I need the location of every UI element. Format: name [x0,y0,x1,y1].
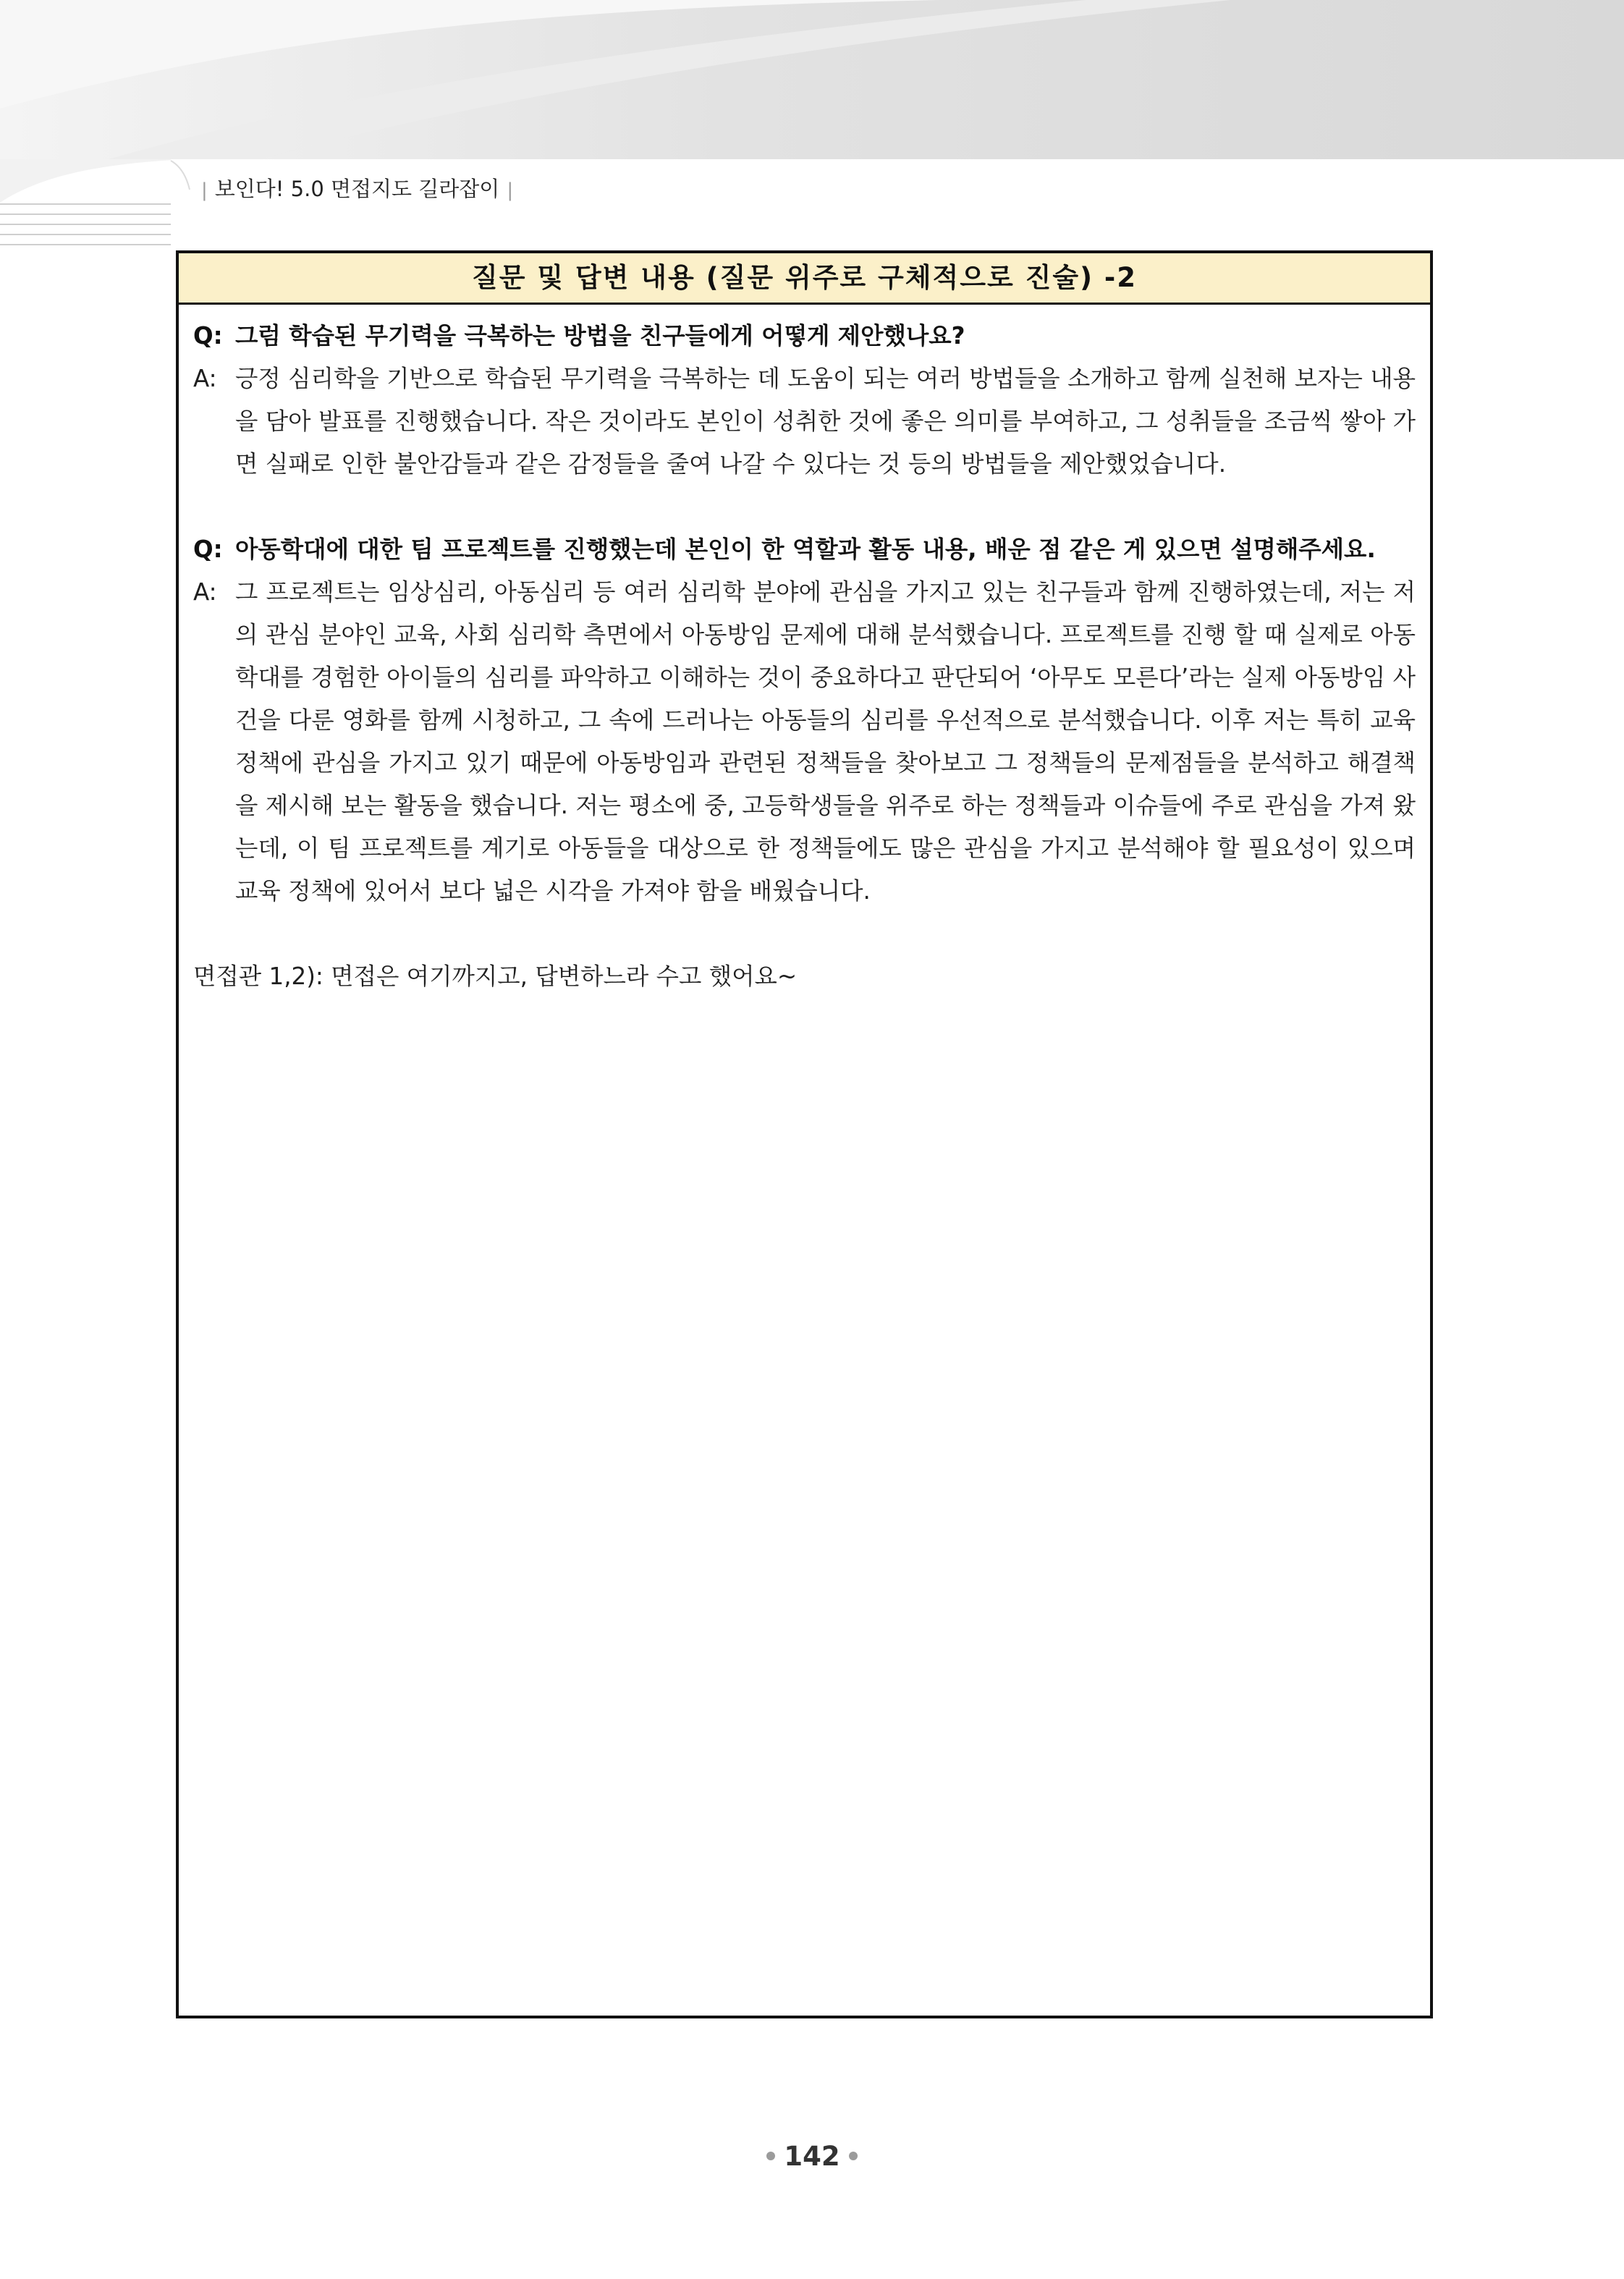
question-tag: Q: [193,536,223,563]
question-tag: Q: [193,322,223,350]
qa-box [176,250,1433,2018]
spacer [193,913,1416,955]
answer-text: 그 프로젝트는 임상심리, 아동심리 등 여러 심리학 분야에 관심을 가지고 있는 친구들과 함께 진행하였는데, 저는 저의 관심 분야인 교육, 사회 심리학 측면에서 아동방임 문제에 대해 분석했습니다. 프로젝트를 진행 할 때 실제로 아동학대를 경험한 아이들의 심리를 파악하고 이해하는 것이 중요하다고 판단되어 ‘아무도 모른다’라는 실제 아동방임 사건을 다룬 영화를 함께 시청하고, 그 속에 드러나는 아동들의 심리를 우선적으로 분석했습니다. 이후 저는 특히 교육 정책에 관심을 가지고 있기 때문에 아동방임과 관련된 정책들을 찾아보고 그 정책들의 문제점들을 분석하고 해결책을 제시해 보는 활동을 했습니다. 저는 평소에 중, 고등학생들을 위주로 하는 정책들과 이슈들에 주로 관심을 가져 왔는데, 이 팀 프로젝트를 계기로 아동들을 대상으로 한 정책들에도 많은 관심을 가지고 분석해야 할 필요성이 있으며 교육 정책에 있어서 보다 넓은 시각을 가져야 함을 배웠습니다. [235,578,1416,905]
closing-remark: 면접관 1,2): 면접은 여기까지고, 답변하느라 수고 했어요~ [193,963,798,990]
title-divider-left: | [201,179,208,201]
page-number-text: 142 [784,2141,840,2172]
question-text: 아동학대에 대한 팀 프로젝트를 진행했는데 본인이 한 역할과 활동 내용, 배운 점 같은 게 있으면 설명해주세요. [235,536,1376,563]
answer-1 [193,358,1416,486]
box-title: 질문 및 답변 내용 (질문 위주로 구체적으로 진술) -2 [179,253,1430,305]
page-dot-left [766,2152,775,2160]
answer-tag: A: [193,578,217,606]
question-1 [193,315,1416,358]
running-title [194,171,520,207]
answer-text: 긍정 심리학을 기반으로 학습된 무기력을 극복하는 데 도움이 되는 여러 방법들을 소개하고 함께 실천해 보자는 내용을 담아 발표를 진행했습니다. 작은 것이라도 본인이 성취한 것에 좋은 의미를 부여하고, 그 성취들을 조금씩 쌓아 가면 실패로 인한 불안감들과 같은 감정들을 줄여 나갈 수 있다는 것 등의 방법들을 제안했었습니다. [235,365,1416,478]
title-divider-right: | [507,179,514,201]
box-body [179,305,1430,998]
answer-2 [193,571,1416,913]
running-title-text: 보인다! 5.0 면접지도 길라잡이 [214,177,500,201]
page-number [0,2135,1624,2178]
question-text: 그럼 학습된 무기력을 극복하는 방법을 친구들에게 어떻게 제안했나요? [235,322,965,350]
question-2 [193,528,1416,571]
page-dot-right [849,2152,858,2160]
answer-tag: A: [193,365,217,392]
spacer [193,486,1416,528]
header-decoration [0,0,1624,246]
